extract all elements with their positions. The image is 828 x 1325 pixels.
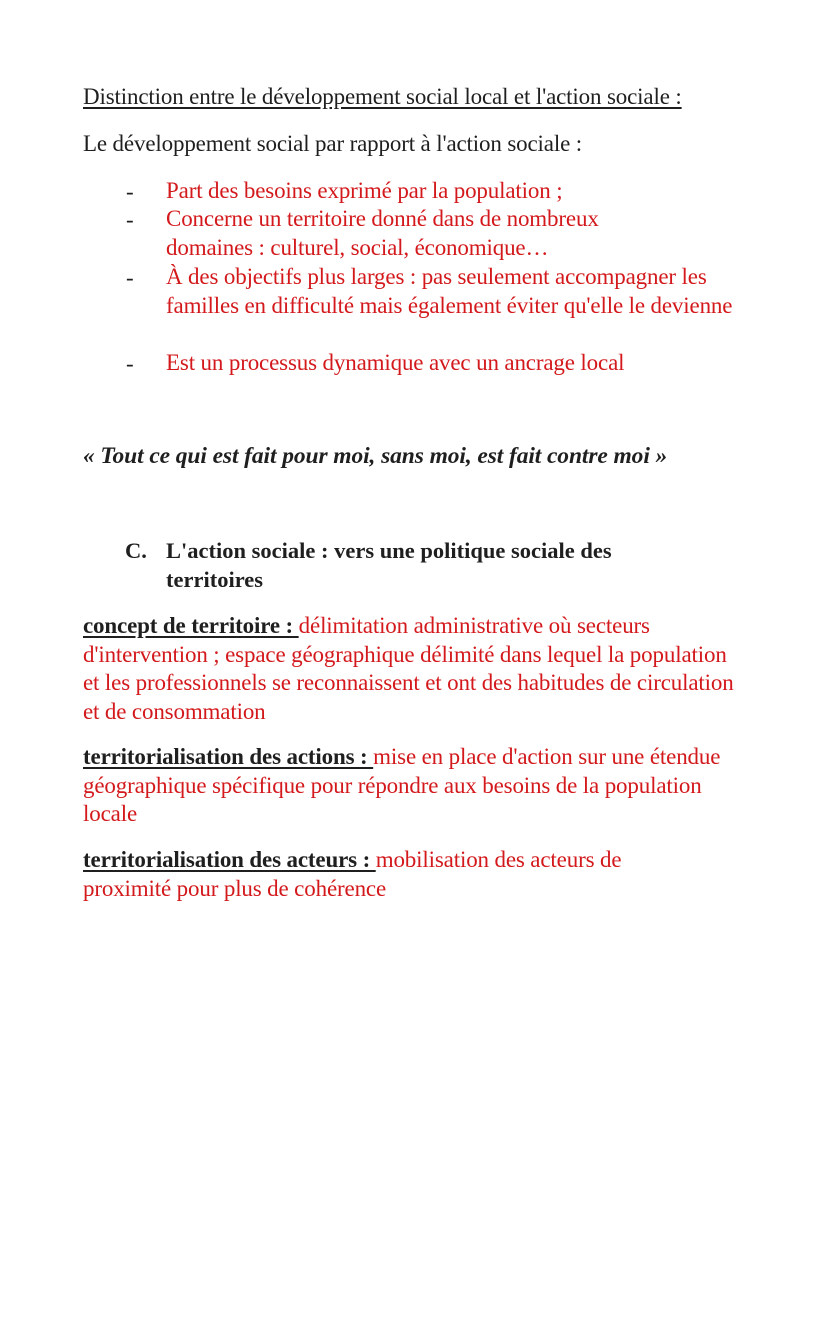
definition-actions <box>83 743 733 829</box>
bullet-dash: - <box>126 351 134 376</box>
bullet-dash: - <box>126 265 134 290</box>
definition-text: délimitation administrative où secteurs d'intervention ; espace géographique délimité dans lequel la population et les professionnels se reconnaissent et ont des habitudes de circulation et de consommation <box>83 613 734 724</box>
section-title: L'action sociale : vers une politique sociale des territoires <box>166 538 612 592</box>
section-letter: C. <box>125 538 147 563</box>
definition-text: mise en place d'action sur une étendue géographique spécifique pour répondre aux besoins de la population locale <box>83 744 721 826</box>
definition-term: territorialisation des actions : <box>83 744 374 769</box>
list-item: Part des besoins exprimé par la population ; <box>166 178 563 203</box>
list-item: À des objectifs plus larges : pas seulement accompagner les familles en difficulté mais également éviter qu'elle le devienne <box>166 264 733 318</box>
bullet-dash: - <box>126 207 134 232</box>
list-item: Concerne un territoire donné dans de nombreux domaines : culturel, social, économique… <box>166 206 599 260</box>
definition-term: territorialisation des acteurs : <box>83 847 376 872</box>
bullet-dash: - <box>126 179 134 204</box>
list-item: Est un processus dynamique avec un ancrage local <box>166 350 625 375</box>
distinction-heading: Distinction entre le développement social local et l'action sociale : <box>83 84 682 109</box>
quote: « Tout ce qui est fait pour moi, sans moi, est fait contre moi » <box>83 443 668 469</box>
definition-acteurs <box>83 846 683 903</box>
intro-line: Le développement social par rapport à l'action sociale : <box>83 131 582 156</box>
definition-term: concept de territoire : <box>83 613 299 638</box>
definition-territoire <box>83 612 743 726</box>
definition-text: mobilisation des acteurs de proximité pour plus de cohérence <box>83 847 622 901</box>
